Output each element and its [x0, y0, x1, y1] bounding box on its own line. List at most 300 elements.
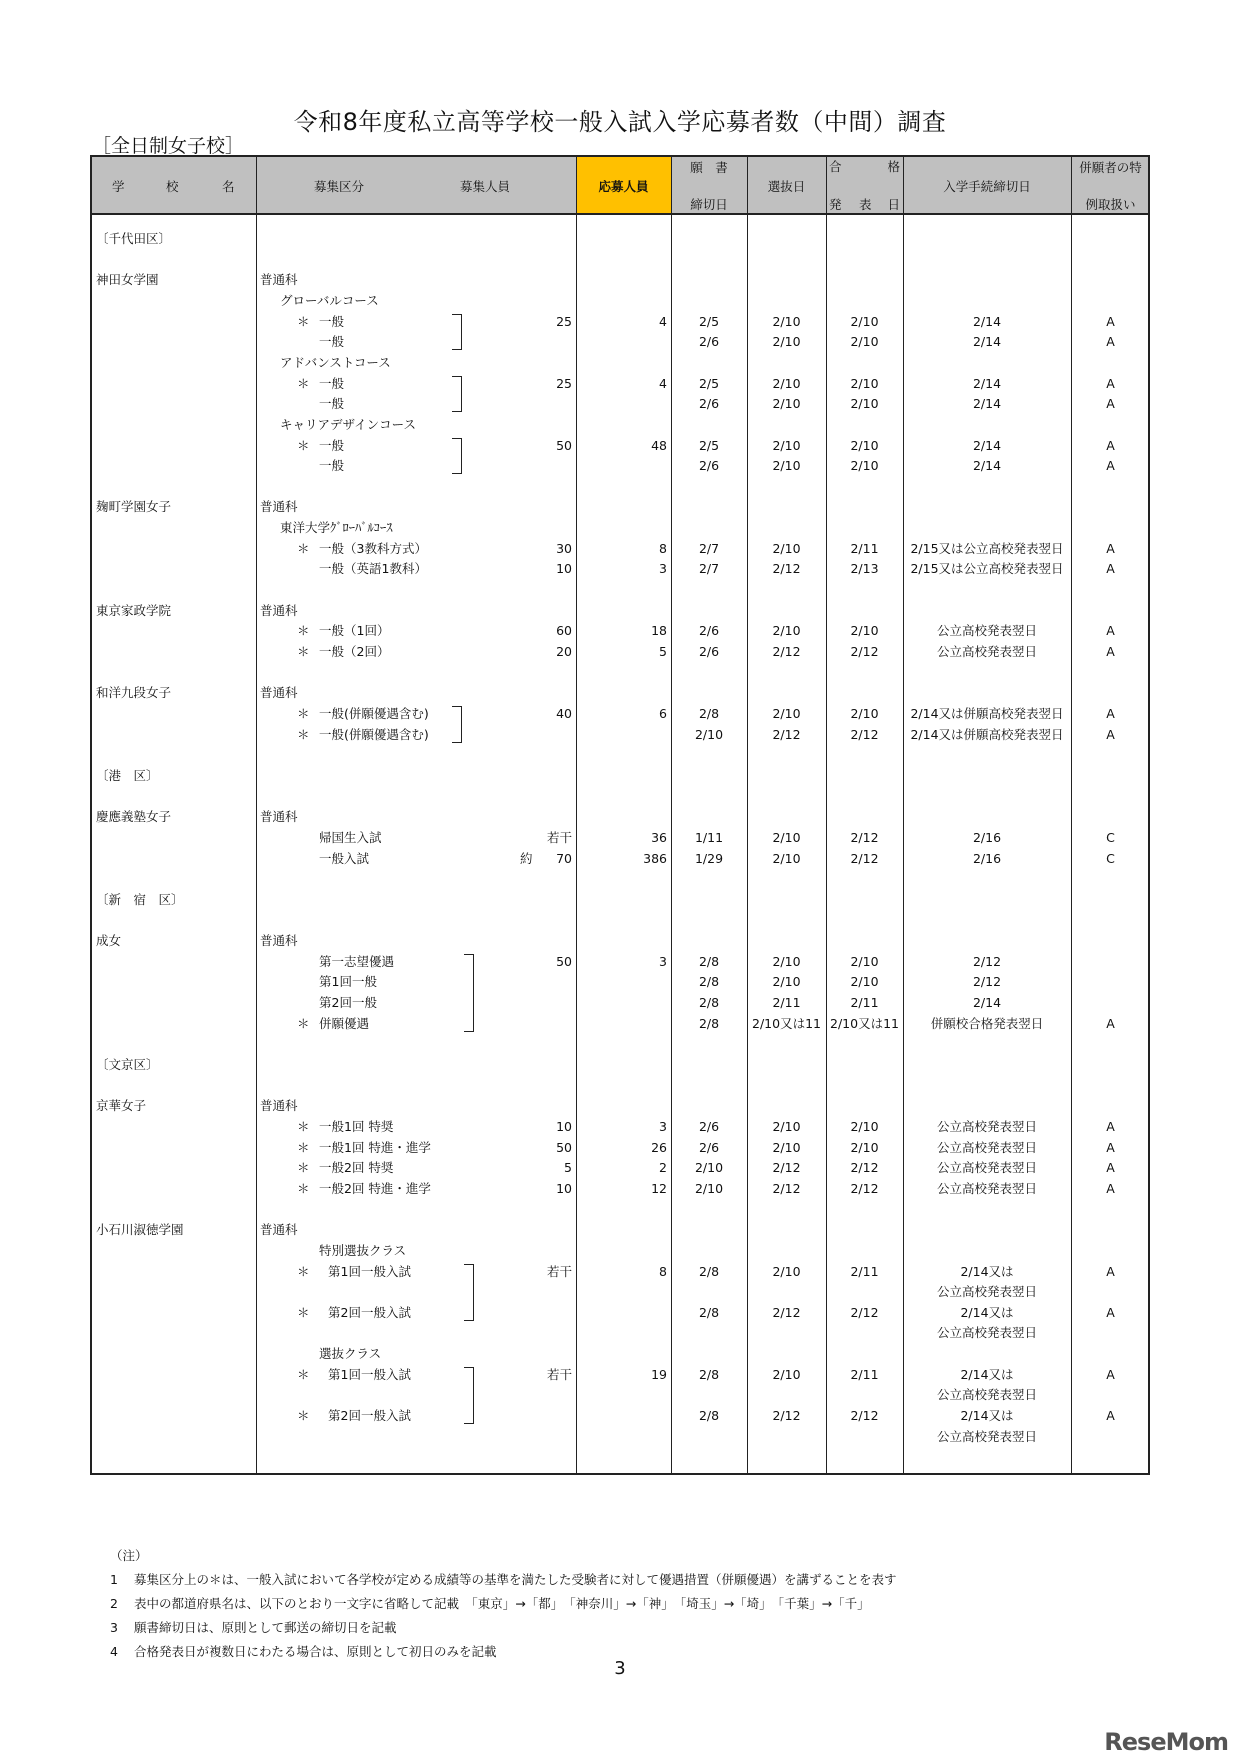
exam-date: 2/10: [772, 1366, 801, 1382]
table-row: [92, 704, 1148, 724]
deadline-date: 2/6: [698, 458, 720, 474]
result-date: 2/10又は11: [830, 1015, 899, 1031]
table-row: [92, 332, 1148, 352]
exam-date: 2/10: [772, 437, 801, 453]
applicants-value: 4: [659, 375, 667, 391]
footnote-number: 4: [110, 1644, 118, 1659]
category-label: ［全日制女子校］: [92, 135, 245, 157]
special-handling: A: [1106, 1263, 1115, 1279]
table-row: [92, 1117, 1148, 1137]
capacity-value: 25: [556, 313, 572, 329]
exam-date: 2/10: [772, 396, 801, 412]
capacity-value: 5: [564, 1160, 572, 1176]
procedure-deadline: 公立高校発表翌日: [936, 1325, 1037, 1341]
header-result-char: 日: [887, 197, 900, 212]
header-result: [826, 157, 903, 213]
school-name: 慶應義塾女子: [96, 809, 172, 825]
exam-category: 一般（2回）: [319, 644, 390, 659]
applicants-value: 4: [659, 313, 667, 329]
exam-category: 帰国生入試: [319, 829, 382, 845]
table-row: [92, 1179, 1148, 1199]
resemom-logo: ReseMom: [1104, 1728, 1228, 1756]
procedure-deadline: 2/14: [972, 437, 1002, 453]
table-row: [92, 807, 1148, 827]
result-date: 2/12: [850, 1180, 879, 1196]
header-procedure: 入学手続締切日: [943, 179, 1031, 194]
exam-date: 2/10: [772, 829, 801, 845]
exam-date: 2/12: [772, 644, 801, 659]
table-row: [92, 1427, 1148, 1447]
capacity-value: 50: [556, 437, 572, 453]
special-handling: A: [1106, 396, 1115, 412]
course-label: 東洋大学ｸﾞﾛｰﾊﾞﾙｺｰｽ: [280, 520, 393, 536]
capacity-prefix: 約: [520, 850, 533, 866]
procedure-deadline: 2/12: [972, 974, 1002, 990]
result-date: 2/10: [850, 458, 879, 474]
result-date: 2/11: [850, 995, 879, 1011]
special-handling: A: [1106, 1180, 1115, 1196]
special-handling: A: [1106, 540, 1115, 556]
table-row: [92, 1385, 1148, 1405]
table-row: [92, 745, 1148, 765]
preferential-mark: ＊: [297, 726, 310, 742]
table-row: [92, 828, 1148, 848]
deadline-date: 2/8: [698, 1304, 720, 1320]
result-date: 2/10: [850, 1118, 879, 1134]
procedure-deadline: 2/14: [972, 396, 1002, 412]
department-label: 普通科: [260, 272, 298, 288]
school-name: 神田女学園: [96, 272, 159, 288]
procedure-deadline: 2/14: [972, 334, 1002, 350]
applicants-value: 48: [651, 437, 667, 453]
footnote-text: 願書締切日は、原則として郵送の締切日を記載: [134, 1620, 397, 1635]
department-label: 普通科: [260, 602, 298, 618]
preferential-mark: ＊: [297, 437, 310, 453]
procedure-deadline: 2/14又は: [960, 1408, 1014, 1424]
exam-category: 第2回一般: [319, 995, 377, 1011]
table-row: [92, 497, 1148, 517]
result-date: 2/10: [850, 375, 879, 391]
deadline-date: 2/8: [698, 974, 720, 990]
preferential-mark: ＊: [297, 313, 310, 329]
special-handling: A: [1106, 1139, 1115, 1155]
procedure-deadline: 2/14: [972, 313, 1002, 329]
preferential-mark: ＊: [297, 1015, 310, 1031]
table-row: [92, 725, 1148, 745]
result-date: 2/10: [850, 974, 879, 990]
capacity-value: 10: [556, 1180, 572, 1196]
footnote-item: [110, 1616, 897, 1640]
preferential-mark: ＊: [297, 644, 310, 659]
procedure-deadline: 公立高校発表翌日: [936, 1284, 1037, 1300]
header-applicants: 応募人員: [598, 179, 649, 194]
exam-date: 2/10: [772, 1118, 801, 1134]
district-row: [92, 1055, 1148, 1075]
exam-category: 一般1回 特奨: [319, 1118, 394, 1134]
special-handling: A: [1106, 1366, 1115, 1382]
department-label: 普通科: [260, 499, 298, 515]
footnote-number: 2: [110, 1596, 118, 1611]
exam-category: 一般（英語1教科）: [319, 561, 427, 577]
exam-category: 特別選抜クラス: [319, 1242, 407, 1258]
deadline-date: 2/6: [698, 1139, 720, 1155]
applicants-value: 26: [651, 1139, 667, 1155]
capacity-value: 25: [556, 375, 572, 391]
table-row: [92, 910, 1148, 930]
result-date: 2/10: [850, 953, 879, 969]
deadline-date: 2/5: [698, 375, 720, 391]
procedure-deadline: 2/14又は併願高校発表翌日: [910, 726, 1064, 742]
course-label: グローバルコース: [280, 292, 379, 308]
special-handling: A: [1106, 1408, 1115, 1424]
deadline-date: 2/10: [694, 1160, 724, 1176]
exam-category: 一般: [319, 375, 345, 391]
result-date: 2/12: [850, 829, 879, 845]
special-handling: A: [1106, 705, 1115, 721]
footnote-text: 合格発表日が複数日にわたる場合は、原則として初日のみを記載: [134, 1644, 497, 1659]
course-label: アドバンストコース: [280, 354, 391, 370]
special-handling: A: [1106, 644, 1115, 659]
special-handling: A: [1106, 726, 1115, 742]
exam-date: 2/10: [772, 1263, 801, 1279]
result-date: 2/11: [850, 540, 879, 556]
header-school-char: 校: [166, 179, 179, 194]
applicants-value: 3: [659, 561, 667, 577]
procedure-deadline: 公立高校発表翌日: [936, 644, 1037, 659]
table-row: [92, 394, 1148, 414]
deadline-date: 1/29: [694, 850, 724, 866]
special-handling: A: [1106, 1015, 1115, 1031]
capacity-group-bracket: [452, 314, 462, 351]
exam-date: 2/12: [772, 561, 801, 577]
capacity-value: 50: [556, 953, 572, 969]
school-name: 京華女子: [96, 1098, 147, 1114]
exam-category: 一般（3教科方式）: [319, 540, 427, 556]
procedure-deadline: 公立高校発表翌日: [936, 1139, 1037, 1155]
table-row: [92, 849, 1148, 869]
applicants-value: 36: [651, 829, 667, 845]
table-row: [92, 1034, 1148, 1054]
result-date: 2/13: [850, 561, 879, 577]
procedure-deadline: 公立高校発表翌日: [936, 1160, 1037, 1176]
procedure-deadline: 2/15又は公立高校発表翌日: [910, 561, 1064, 577]
exam-category: 一般（1回）: [319, 623, 390, 639]
table-row: [92, 477, 1148, 497]
table-row: [92, 1220, 1148, 1240]
footnote-text: 表中の都道府県名は、以下のとおり一文字に省略して記載 「東京」→「都」 「神奈川」→「神」 「埼玉」→「埼」 「千葉」→「千」: [134, 1596, 870, 1611]
result-date: 2/10: [850, 396, 879, 412]
header-result-char: 表: [859, 197, 872, 212]
procedure-deadline: 公立高校発表翌日: [936, 1387, 1037, 1403]
exam-date: 2/12: [772, 1180, 801, 1196]
special-handling: A: [1106, 458, 1115, 474]
applicants-value: 12: [651, 1180, 667, 1196]
procedure-deadline: 2/15又は公立高校発表翌日: [910, 540, 1064, 556]
preferential-mark: ＊: [297, 1139, 310, 1155]
capacity-group-bracket: [464, 1264, 474, 1321]
table-header: [92, 157, 1148, 215]
page-title: 令和8年度私立高等学校一般入試入学応募者数（中間）調査: [293, 108, 947, 136]
result-date: 2/12: [850, 1304, 879, 1320]
special-handling: A: [1106, 437, 1115, 453]
table-row: [92, 374, 1148, 394]
preferential-mark: ＊: [297, 623, 310, 639]
exam-date: 2/10: [772, 974, 801, 990]
capacity-value: 30: [556, 540, 572, 556]
deadline-date: 2/10: [694, 726, 724, 742]
table-row: [92, 993, 1148, 1013]
deadline-date: 1/11: [694, 829, 724, 845]
table-row: [92, 869, 1148, 889]
table-row: [92, 601, 1148, 621]
applicants-value: 19: [651, 1366, 667, 1382]
table-row: [92, 1365, 1148, 1385]
exam-category: 一般2回 特奨: [319, 1160, 394, 1176]
deadline-date: 2/6: [698, 644, 720, 659]
table-row: [92, 1303, 1148, 1323]
applicants-value: 18: [651, 623, 667, 639]
exam-date: 2/10: [772, 850, 801, 866]
procedure-deadline: 2/14: [972, 995, 1002, 1011]
table-row: [92, 663, 1148, 683]
result-date: 2/10: [850, 334, 879, 350]
exam-date: 2/10: [772, 540, 801, 556]
footnote-item: [110, 1568, 897, 1592]
table-row: [92, 1158, 1148, 1178]
exam-category: 一般: [319, 437, 345, 453]
table-row: [92, 1323, 1148, 1343]
exam-category: 一般入試: [319, 850, 370, 866]
header-special-top: 併願者の特: [1079, 160, 1142, 175]
table-row: [92, 291, 1148, 311]
exam-date: 2/10: [772, 375, 801, 391]
table-row: [92, 683, 1148, 703]
header-result-char: 合: [829, 159, 842, 174]
exam-category: 一般(併願優遇含む): [319, 705, 429, 721]
header-deadline-bottom: 締切日: [690, 197, 728, 212]
deadline-date: 2/5: [698, 313, 720, 329]
table-row: [92, 1344, 1148, 1364]
footnote-text: 募集区分上の＊は、一般入試において各学校が定める成績等の基準を満たした受験者に対して優遇措置（併願優遇）を講ずることを表す: [134, 1572, 897, 1587]
table-row: [92, 518, 1148, 538]
special-handling: A: [1106, 375, 1115, 391]
exam-category: 第一志望優遇: [319, 953, 395, 969]
deadline-date: 2/8: [698, 1015, 720, 1031]
table-row: [92, 1262, 1148, 1282]
capacity-value: 40: [556, 705, 572, 721]
exam-date: 2/10: [772, 1139, 801, 1155]
table-row: [92, 621, 1148, 641]
deadline-date: 2/6: [698, 334, 720, 350]
preferential-mark: ＊: [297, 375, 310, 391]
exam-category: 第1回一般: [319, 974, 377, 990]
deadline-date: 2/8: [698, 1408, 720, 1424]
table-row: [92, 1138, 1148, 1158]
district-label: 〔文京区〕: [96, 1057, 159, 1072]
department-label: 普通科: [260, 1098, 298, 1114]
district-label: 〔千代田区〕: [96, 231, 172, 246]
deadline-date: 2/6: [698, 623, 720, 639]
exam-category: 選抜クラス: [319, 1346, 382, 1362]
procedure-deadline: 公立高校発表翌日: [936, 623, 1037, 639]
exam-date: 2/12: [772, 726, 801, 742]
department-label: 普通科: [260, 1222, 298, 1238]
exam-category: 一般(併願優遇含む): [319, 726, 429, 742]
table-row: [92, 456, 1148, 476]
table-row: [92, 436, 1148, 456]
table-row: [92, 1200, 1148, 1220]
school-name: 和洋九段女子: [96, 685, 172, 701]
result-date: 2/10: [850, 705, 879, 721]
deadline-date: 2/6: [698, 1118, 720, 1134]
table-row: [92, 580, 1148, 600]
capacity-value: 若干: [546, 829, 572, 845]
exam-date: 2/11: [772, 995, 801, 1011]
table-row: [92, 1282, 1148, 1302]
table-row: [92, 1406, 1148, 1426]
table-row: [92, 559, 1148, 579]
preferential-mark: ＊: [297, 705, 310, 721]
table-row: [92, 1014, 1148, 1034]
table-row: [92, 972, 1148, 992]
special-handling: A: [1106, 1160, 1115, 1176]
deadline-date: 2/8: [698, 953, 720, 969]
deadline-date: 2/8: [698, 1366, 720, 1382]
preferential-mark: ＊: [297, 1366, 310, 1382]
special-handling: A: [1106, 1118, 1115, 1134]
capacity-value: 若干: [546, 1263, 572, 1279]
exam-date: 2/10: [772, 705, 801, 721]
table-row: [92, 642, 1148, 662]
preferential-mark: ＊: [297, 1304, 310, 1320]
header-capacity: 募集人員: [460, 179, 511, 194]
exam-category: 一般: [319, 458, 345, 474]
special-handling: A: [1106, 1304, 1115, 1320]
table-row: [92, 270, 1148, 290]
footnotes: [110, 1544, 897, 1664]
applicants-value: 8: [659, 1263, 667, 1279]
exam-date: 2/10: [772, 623, 801, 639]
result-date: 2/12: [850, 1408, 879, 1424]
deadline-date: 2/6: [698, 396, 720, 412]
table-row: [92, 312, 1148, 332]
procedure-deadline: 2/16: [972, 829, 1002, 845]
deadline-date: 2/5: [698, 437, 720, 453]
exam-category: 一般1回 特進・進学: [319, 1139, 431, 1155]
department-label: 普通科: [260, 933, 298, 949]
table-row: [92, 931, 1148, 951]
applicants-value: 5: [659, 644, 667, 659]
district-label: 〔新 宿 区〕: [96, 891, 184, 907]
result-date: 2/11: [850, 1366, 879, 1382]
table-row: [92, 1076, 1148, 1096]
exam-date: 2/10: [772, 953, 801, 969]
special-handling: A: [1106, 334, 1115, 350]
procedure-deadline: 2/14又は: [960, 1304, 1014, 1320]
preferential-mark: ＊: [297, 1180, 310, 1196]
table-row: [92, 539, 1148, 559]
capacity-value: 50: [556, 1139, 572, 1155]
procedure-deadline: 2/14: [972, 458, 1002, 474]
exam-date: 2/10: [772, 458, 801, 474]
header-school-char: 学: [112, 179, 125, 194]
result-date: 2/12: [850, 1160, 879, 1176]
applicants-value: 3: [659, 953, 667, 969]
deadline-date: 2/8: [698, 995, 720, 1011]
capacity-value: 若干: [546, 1366, 572, 1382]
deadline-date: 2/7: [698, 540, 720, 556]
capacity-group-bracket: [452, 376, 462, 413]
preferential-mark: ＊: [297, 1118, 310, 1134]
special-handling: A: [1106, 623, 1115, 639]
preferential-mark: ＊: [297, 1408, 310, 1424]
procedure-deadline: 2/14: [972, 375, 1002, 391]
district-label: 〔港 区〕: [96, 767, 159, 783]
procedure-deadline: 併願校合格発表翌日: [930, 1015, 1044, 1031]
exam-category: 第1回一般入試: [328, 1263, 411, 1279]
result-date: 2/10: [850, 313, 879, 329]
footnote-heading: （注）: [110, 1548, 148, 1563]
result-date: 2/10: [850, 1139, 879, 1155]
special-handling: A: [1106, 313, 1115, 329]
procedure-deadline: 2/14又は: [960, 1263, 1014, 1279]
deadline-date: 2/8: [698, 1263, 720, 1279]
result-date: 2/12: [850, 850, 879, 866]
exam-category: 一般: [319, 334, 345, 350]
table-row: [92, 353, 1148, 373]
deadline-date: 2/10: [694, 1180, 724, 1196]
applicants-value: 8: [659, 540, 667, 556]
procedure-deadline: 公立高校発表翌日: [936, 1180, 1037, 1196]
result-date: 2/10: [850, 437, 879, 453]
applicants-value: 2: [659, 1160, 667, 1176]
result-date: 2/10: [850, 623, 879, 639]
course-label: キャリアデザインコース: [280, 416, 417, 432]
exam-date: 2/12: [772, 1160, 801, 1176]
capacity-group-bracket: [452, 706, 462, 743]
result-date: 2/11: [850, 1263, 879, 1279]
header-special-bottom: 例取扱い: [1085, 197, 1136, 212]
table-row: [92, 1241, 1148, 1261]
exam-category: 一般: [319, 313, 345, 329]
special-handling: C: [1106, 850, 1115, 866]
school-name: 東京家政学院: [96, 602, 172, 618]
exam-date: 2/10: [772, 313, 801, 329]
exam-category: 併願優遇: [319, 1015, 370, 1031]
procedure-deadline: 公立高校発表翌日: [936, 1118, 1037, 1134]
page-number: 3: [614, 1658, 626, 1679]
header-result-char: 発: [829, 197, 842, 212]
capacity-group-bracket: [464, 1367, 474, 1424]
header-school: [92, 157, 256, 213]
capacity-value: 60: [556, 623, 572, 639]
header-kubun: 募集区分: [314, 179, 365, 194]
district-row: [92, 229, 1148, 249]
header-deadline-top: 願 書: [690, 160, 728, 175]
result-date: 2/12: [850, 726, 879, 742]
capacity-value: 10: [556, 1118, 572, 1134]
special-handling: C: [1106, 829, 1115, 845]
deadline-date: 2/8: [698, 705, 720, 721]
exam-category: 第1回一般入試: [328, 1366, 411, 1382]
department-label: 普通科: [260, 685, 298, 701]
exam-date: 2/10: [772, 334, 801, 350]
procedure-deadline: 2/14又は併願高校発表翌日: [910, 705, 1064, 721]
table-row: [92, 250, 1148, 270]
school-name: 小石川淑徳学園: [96, 1222, 184, 1238]
applicants-value: 3: [659, 1118, 667, 1134]
district-row: [92, 766, 1148, 786]
